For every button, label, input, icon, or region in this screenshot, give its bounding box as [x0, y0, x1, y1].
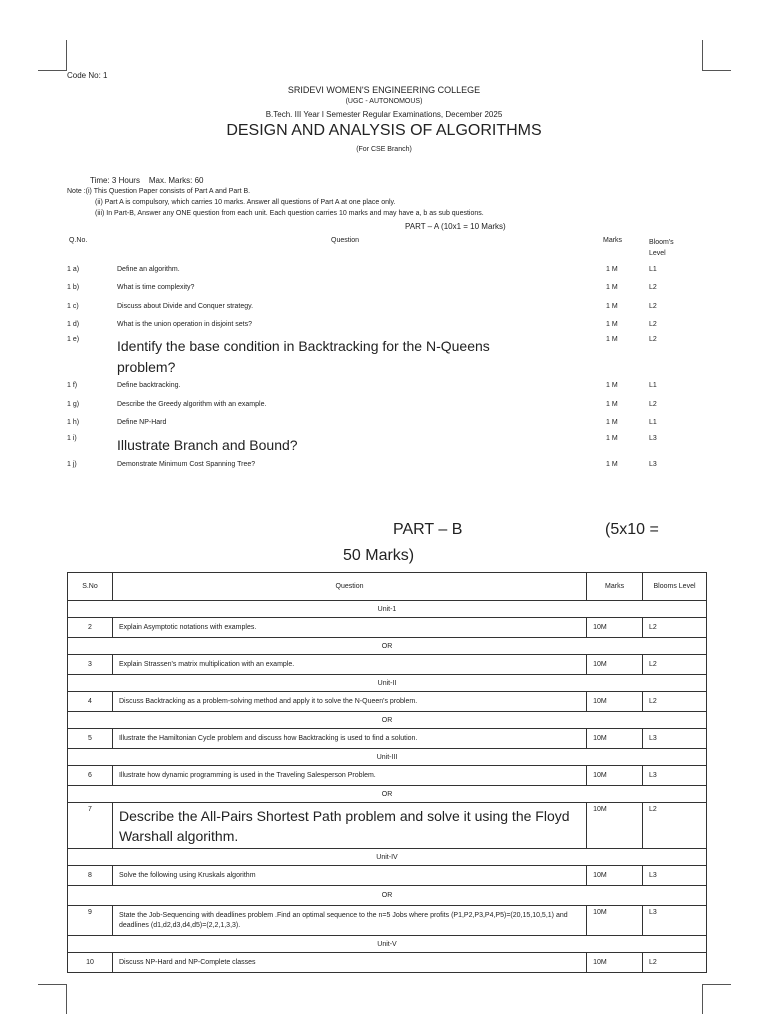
marks: 1 M: [606, 461, 618, 468]
table-row: [68, 655, 707, 675]
blooms-level: L1: [649, 419, 657, 426]
unit-row: [68, 849, 707, 866]
question-number: 9: [68, 906, 113, 936]
crop-mark: [702, 984, 731, 985]
table-row: [68, 766, 707, 786]
or-row: [68, 886, 707, 906]
part-b-marks-label: (5x10 =: [605, 521, 659, 538]
unit-row: [68, 675, 707, 692]
marks: 10M: [587, 692, 643, 712]
autonomy-status: (UGC - AUTONOMOUS): [345, 98, 423, 105]
question-text: Discuss about Divide and Conquer strategy.: [117, 303, 254, 310]
table-row: [68, 618, 707, 638]
question-number: 1 e): [67, 336, 80, 343]
marks: 1 M: [606, 401, 618, 408]
crop-mark: [38, 984, 67, 985]
table-row: [68, 692, 707, 712]
unit-label: Unit-II: [68, 675, 707, 692]
question-text: Describe the Greedy algorithm with an example.: [117, 401, 267, 408]
blooms-level: L2: [643, 803, 707, 849]
blooms-level: L2: [649, 284, 657, 291]
or-label: OR: [68, 638, 707, 655]
question-number: 3: [68, 655, 113, 675]
table-row: [68, 953, 707, 973]
part-a-header-question: Question: [331, 237, 360, 244]
question-text: Explain Asymptotic notations with examples.: [112, 618, 586, 638]
question-number: 1 h): [67, 419, 80, 426]
unit-label: Unit-IV: [68, 849, 707, 866]
question-text: Define NP-Hard: [117, 419, 167, 426]
crop-mark: [66, 40, 67, 70]
question-number: 1 j): [67, 461, 77, 468]
code-number: Code No: 1: [67, 71, 108, 80]
marks: 1 M: [606, 303, 618, 310]
part-a-header-marks: Marks: [603, 237, 623, 244]
marks: 10M: [587, 655, 643, 675]
unit-label: Unit-1: [68, 601, 707, 618]
question-number: 1 d): [67, 321, 80, 328]
exam-title: B.Tech. III Year I Semester Regular Examinations, December 2025: [265, 110, 503, 119]
question-number: 1 g): [67, 401, 80, 408]
blooms-level: L2: [643, 692, 707, 712]
blooms-level: L2: [643, 618, 707, 638]
marks: 1 M: [606, 284, 618, 291]
blooms-level: L1: [649, 382, 657, 389]
blooms-level: L2: [649, 336, 657, 343]
unit-row: [68, 936, 707, 953]
marks: 1 M: [606, 382, 618, 389]
marks: 10M: [587, 729, 643, 749]
crop-mark: [702, 984, 703, 1014]
crop-mark: [702, 40, 703, 70]
question-text: State the Job-Sequencing with deadlines problem .Find an optimal sequence to the n=5 Jobs where profits (P1,P2,P3,P4,P5)=(20,15,10,5,1) and deadlines (d1,d2,d3,d4,d5)=(2,2,1,3,3).: [112, 906, 586, 936]
unit-row: [68, 601, 707, 618]
marks: 10M: [587, 866, 643, 886]
question-number: 5: [68, 729, 113, 749]
question-text: Solve the following using Kruskals algorithm: [112, 866, 586, 886]
part-a-header-level: Bloom's Level: [649, 239, 674, 257]
marks: 10M: [587, 803, 643, 849]
question-text: Illustrate Branch and Bound?: [117, 437, 298, 453]
or-label: OR: [68, 712, 707, 729]
part-b-table: [67, 572, 707, 973]
marks: 10M: [587, 953, 643, 973]
crop-mark: [66, 984, 67, 1014]
question-text: Discuss Backtracking as a problem-solving method and apply it to solve the N-Queen's problem.: [112, 692, 586, 712]
or-row: [68, 712, 707, 729]
question-text: What is the union operation in disjoint sets?: [117, 321, 253, 328]
question-number: 10: [68, 953, 113, 973]
marks: 1 M: [606, 266, 618, 273]
question-text: Define an algorithm.: [117, 266, 180, 273]
time-and-marks: Time: 3 Hours Max. Marks: 60: [90, 176, 204, 185]
marks: 1 M: [606, 435, 618, 442]
marks: 10M: [587, 618, 643, 638]
question-number: 1 a): [67, 266, 80, 273]
question-text: Demonstrate Minimum Cost Spanning Tree?: [117, 461, 256, 468]
question-number: 1 c): [67, 303, 79, 310]
question-number: 4: [68, 692, 113, 712]
question-number: 1 i): [67, 435, 77, 442]
or-label: OR: [68, 786, 707, 803]
blooms-level: L3: [649, 435, 657, 442]
table-row: [68, 803, 707, 849]
blooms-level: L3: [643, 906, 707, 936]
unit-label: Unit-V: [68, 936, 707, 953]
marks: 1 M: [606, 419, 618, 426]
blooms-level: L1: [649, 266, 657, 273]
marks: 10M: [587, 906, 643, 936]
unit-row: [68, 749, 707, 766]
part-a-title: PART – A (10x1 = 10 Marks): [405, 222, 506, 231]
question-number: 6: [68, 766, 113, 786]
branch-label: (For CSE Branch): [356, 146, 412, 153]
table-row: [68, 729, 707, 749]
question-number: 7: [68, 803, 113, 849]
question-text: Illustrate the Hamiltonian Cycle problem and discuss how Backtracking is used to find a solution.: [112, 729, 586, 749]
question-text: Identify the base condition in Backtracking for the N-Queens problem?: [117, 338, 490, 375]
question-text: Explain Strassen's matrix multiplication with an example.: [112, 655, 586, 675]
or-row: [68, 638, 707, 655]
question-text: Describe the All-Pairs Shortest Path problem and solve it using the Floyd Warshall algorithm.: [112, 803, 586, 849]
header-sno: S.No: [68, 573, 113, 601]
question-text: Discuss NP-Hard and NP-Complete classes: [112, 953, 586, 973]
marks: 1 M: [606, 321, 618, 328]
part-b-title: PART – B: [393, 521, 463, 538]
note-line: (iii) In Part-B, Answer any ONE question from each unit. Each question carries 10 marks and may have a, b as sub questions.: [95, 210, 484, 217]
header-blooms-level: Blooms Level: [643, 573, 707, 601]
marks: 10M: [587, 766, 643, 786]
table-header-row: [68, 573, 707, 601]
note-line: (ii) Part A is compulsory, which carries 10 marks. Answer all questions of Part A at one place only.: [95, 199, 396, 206]
blooms-level: L3: [643, 729, 707, 749]
blooms-level: L3: [643, 866, 707, 886]
question-text: Define backtracking.: [117, 382, 181, 389]
blooms-level: L2: [649, 401, 657, 408]
blooms-level: L2: [649, 321, 657, 328]
question-number: 1 f): [67, 382, 78, 389]
header-question: Question: [112, 573, 586, 601]
blooms-level: L2: [649, 303, 657, 310]
or-row: [68, 786, 707, 803]
question-number: 1 b): [67, 284, 80, 291]
part-a-header-qno: Q.No.: [69, 237, 88, 244]
blooms-level: L3: [643, 766, 707, 786]
unit-label: Unit-III: [68, 749, 707, 766]
table-row: [68, 906, 707, 936]
header-marks: Marks: [587, 573, 643, 601]
or-label: OR: [68, 886, 707, 906]
question-text: Illustrate how dynamic programming is used in the Traveling Salesperson Problem.: [112, 766, 586, 786]
question-number: 8: [68, 866, 113, 886]
blooms-level: L2: [643, 655, 707, 675]
part-b-marks-continued: 50 Marks): [343, 547, 415, 564]
marks: 1 M: [606, 336, 618, 343]
crop-mark: [38, 70, 67, 71]
question-text: What is time complexity?: [117, 284, 195, 291]
blooms-level: L2: [643, 953, 707, 973]
subject-title: DESIGN AND ANALYSIS OF ALGORITHMS: [226, 122, 542, 139]
note-line: Note :(i) This Question Paper consists of Part A and Part B.: [67, 188, 251, 195]
question-number: 2: [68, 618, 113, 638]
blooms-level: L3: [649, 461, 657, 468]
college-name: SRIDEVI WOMEN'S ENGINEERING COLLEGE: [287, 85, 481, 95]
crop-mark: [702, 70, 731, 71]
table-row: [68, 866, 707, 886]
